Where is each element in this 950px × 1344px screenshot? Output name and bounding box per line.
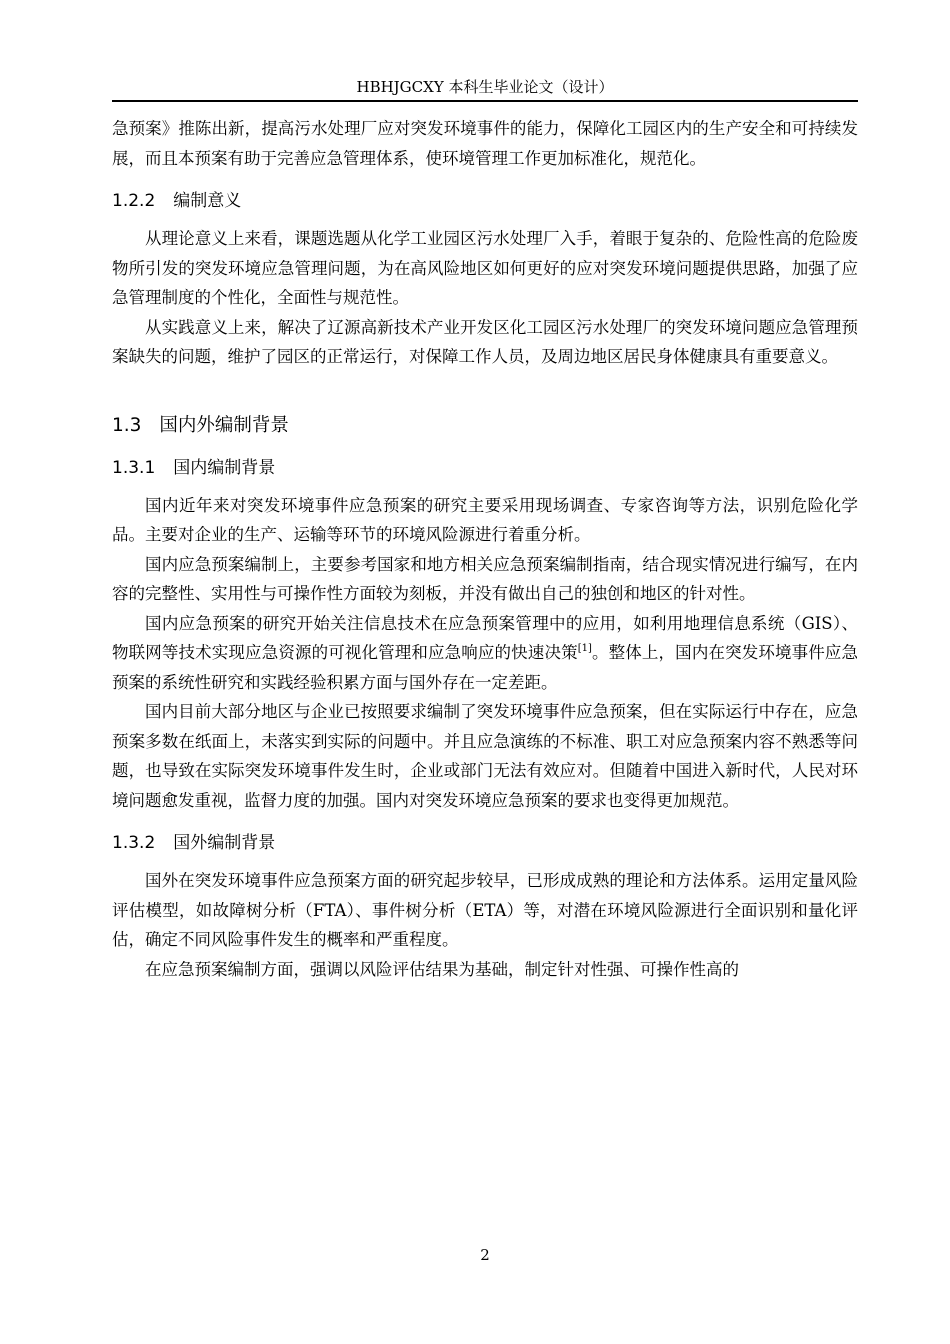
paragraph-domestic-4: 国内目前大部分地区与企业已按照要求编制了突发环境事件应急预案，但在实际运行中存在，应急预案多数在纸面上，未落实到实际的问题中。并且应急演练的不标准、职工对应急预案内容不熟悉等问题，也导致在实际突发环境事件发生时，企业或部门无法有效应对。但随着中国进入新时代，人民对环境问题愈发重视，监督力度的加强。国内对突发环境应急预案的要求也变得更加规范。 bbox=[112, 702, 858, 810]
section-title: 国内编制背景 bbox=[173, 457, 276, 478]
paragraph-text: 国内应急预案的研究开始关注信息技术在应急预案管理中的应用，如利用地理信息系统（GIS）、物联网等技术实现应急资源的可视化管理和应急响应的快速决策 bbox=[112, 613, 858, 662]
paragraph-foreign-1: 国外在突发环境事件应急预案方面的研究起步较早，已形成成熟的理论和方法体系。运用定量风险评估模型，如故障树分析（FTA）、事件树分析（ETA）等，对潜在环境风险源进行全面识别和量化评估，确定不同风险事件发生的概率和严重程度。 bbox=[112, 871, 858, 949]
section-title: 国内外编制背景 bbox=[159, 414, 289, 436]
page-number: 2 bbox=[480, 1246, 490, 1264]
section-heading-1-3-2 bbox=[112, 830, 858, 856]
section-number: 1.3.1 bbox=[112, 457, 156, 478]
paragraph-domestic-2: 国内应急预案编制上，主要参考国家和地方相关应急预案编制指南，结合现实情况进行编写，在内容的完整性、实用性与可操作性方面较为刻板，并没有做出自己的独创和地区的针对性。 bbox=[112, 554, 858, 603]
section-title: 编制意义 bbox=[173, 191, 242, 211]
section-number: 1.3.2 bbox=[112, 833, 156, 853]
section-number: 1.2.2 bbox=[112, 191, 156, 211]
paragraph-intro-continuation: 急预案》推陈出新，提高污水处理厂应对突发环境事件的能力，保障化工园区内的生产安全和可持续发展，而且本预案有助于完善应急管理体系，使环境管理工作更加标准化，规范化。 bbox=[112, 119, 858, 168]
header-rule bbox=[112, 100, 858, 102]
paragraph-theoretical-significance: 从理论意义上来看，课题选题从化学工业园区污水处理厂入手，着眼于复杂的、危险性高的危险废物所引发的突发环境应急管理问题，为在高风险地区如何更好的应对突发环境问题提供思路，加强了应急管理制度的个性化，全面性与规范性。 bbox=[112, 229, 858, 307]
paragraph-domestic-3 bbox=[112, 609, 858, 698]
section-heading-1-3-1 bbox=[112, 455, 858, 481]
citation-reference[interactable]: [1] bbox=[577, 643, 592, 654]
paragraph-text: 。整体上，国内在突发环境事件应急预案的系统性研究和实践经验积累方面与国外存在一定差距。 bbox=[112, 643, 859, 692]
paragraph-practical-significance: 从实践意义上来，解决了辽源高新技术产业开发区化工园区污水处理厂的突发环境问题应急管理预案缺失的问题，维护了园区的正常运行，对保障工作人员，及周边地区居民身体健康具有重要意义。 bbox=[112, 317, 858, 366]
section-heading-1-2-2 bbox=[112, 188, 858, 214]
page-body bbox=[112, 114, 858, 984]
section-number: 1.3 bbox=[112, 414, 142, 436]
paragraph-domestic-1: 国内近年来对突发环境事件应急预案的研究主要采用现场调查、专家咨询等方法，识别危险化学品。主要对企业的生产、运输等环节的环境风险源进行着重分析。 bbox=[112, 495, 858, 544]
section-heading-1-3 bbox=[112, 412, 858, 440]
section-title: 国外编制背景 bbox=[173, 833, 276, 853]
running-header: HBHJGCXY 本科生毕业论文（设计） bbox=[356, 78, 614, 96]
paragraph-foreign-2: 在应急预案编制方面，强调以风险评估结果为基础，制定针对性强、可操作性高的 bbox=[145, 959, 739, 979]
